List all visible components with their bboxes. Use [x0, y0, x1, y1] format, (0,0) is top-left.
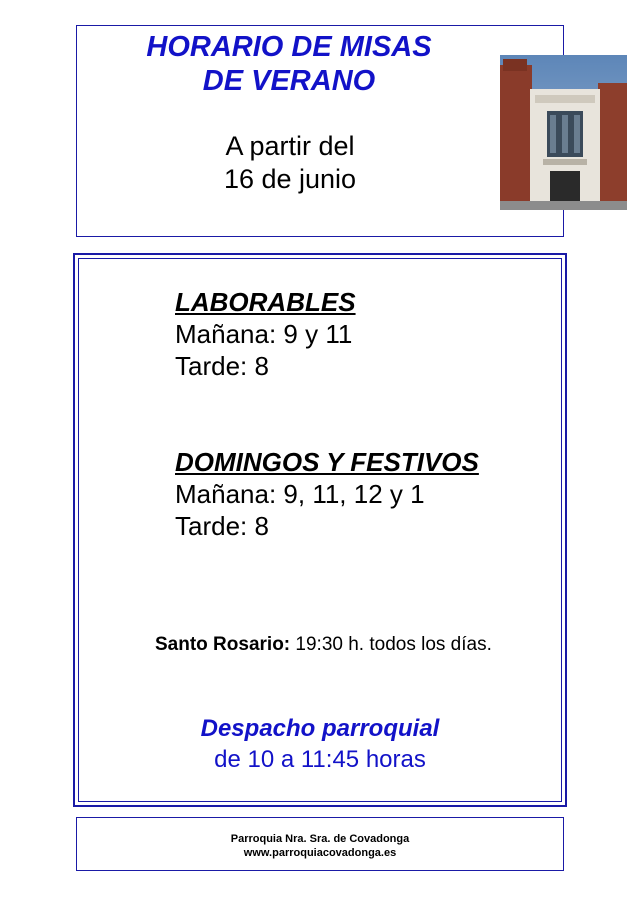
- title-line-2: DE VERANO: [202, 65, 376, 97]
- parish-office: [150, 713, 490, 775]
- weekdays-title: LABORABLES: [175, 287, 356, 317]
- parish-name: Parroquia Nra. Sra. de Covadonga: [230, 833, 410, 845]
- rosary-label: Santo Rosario:: [155, 634, 291, 655]
- start-date: [160, 130, 420, 196]
- rosary-time: 19:30 h. todos los días.: [290, 634, 492, 655]
- website-link[interactable]: www.parroquiacovadonga.es: [243, 847, 397, 859]
- weekdays-section: [175, 286, 356, 382]
- weekdays-evening: Tarde: 8: [175, 351, 269, 381]
- rosary-line: [155, 632, 492, 658]
- footer: [76, 832, 564, 860]
- weekdays-morning: Mañana: 9 y 11: [175, 319, 353, 349]
- office-title: Despacho parroquial: [200, 715, 440, 742]
- page-title: [78, 30, 500, 98]
- sundays-evening: Tarde: 8: [175, 511, 269, 541]
- church-facade-image: [500, 55, 627, 210]
- office-hours: de 10 a 11:45 horas: [214, 746, 426, 773]
- church-photo: [500, 55, 627, 210]
- subtitle-line-2: 16 de junio: [223, 164, 357, 194]
- sundays-morning: Mañana: 9, 11, 12 y 1: [175, 479, 425, 509]
- sundays-title: DOMINGOS Y FESTIVOS: [175, 447, 479, 477]
- subtitle-line-1: A partir del: [225, 131, 355, 161]
- sundays-section: [175, 446, 479, 542]
- title-line-1: HORARIO DE MISAS: [146, 31, 432, 63]
